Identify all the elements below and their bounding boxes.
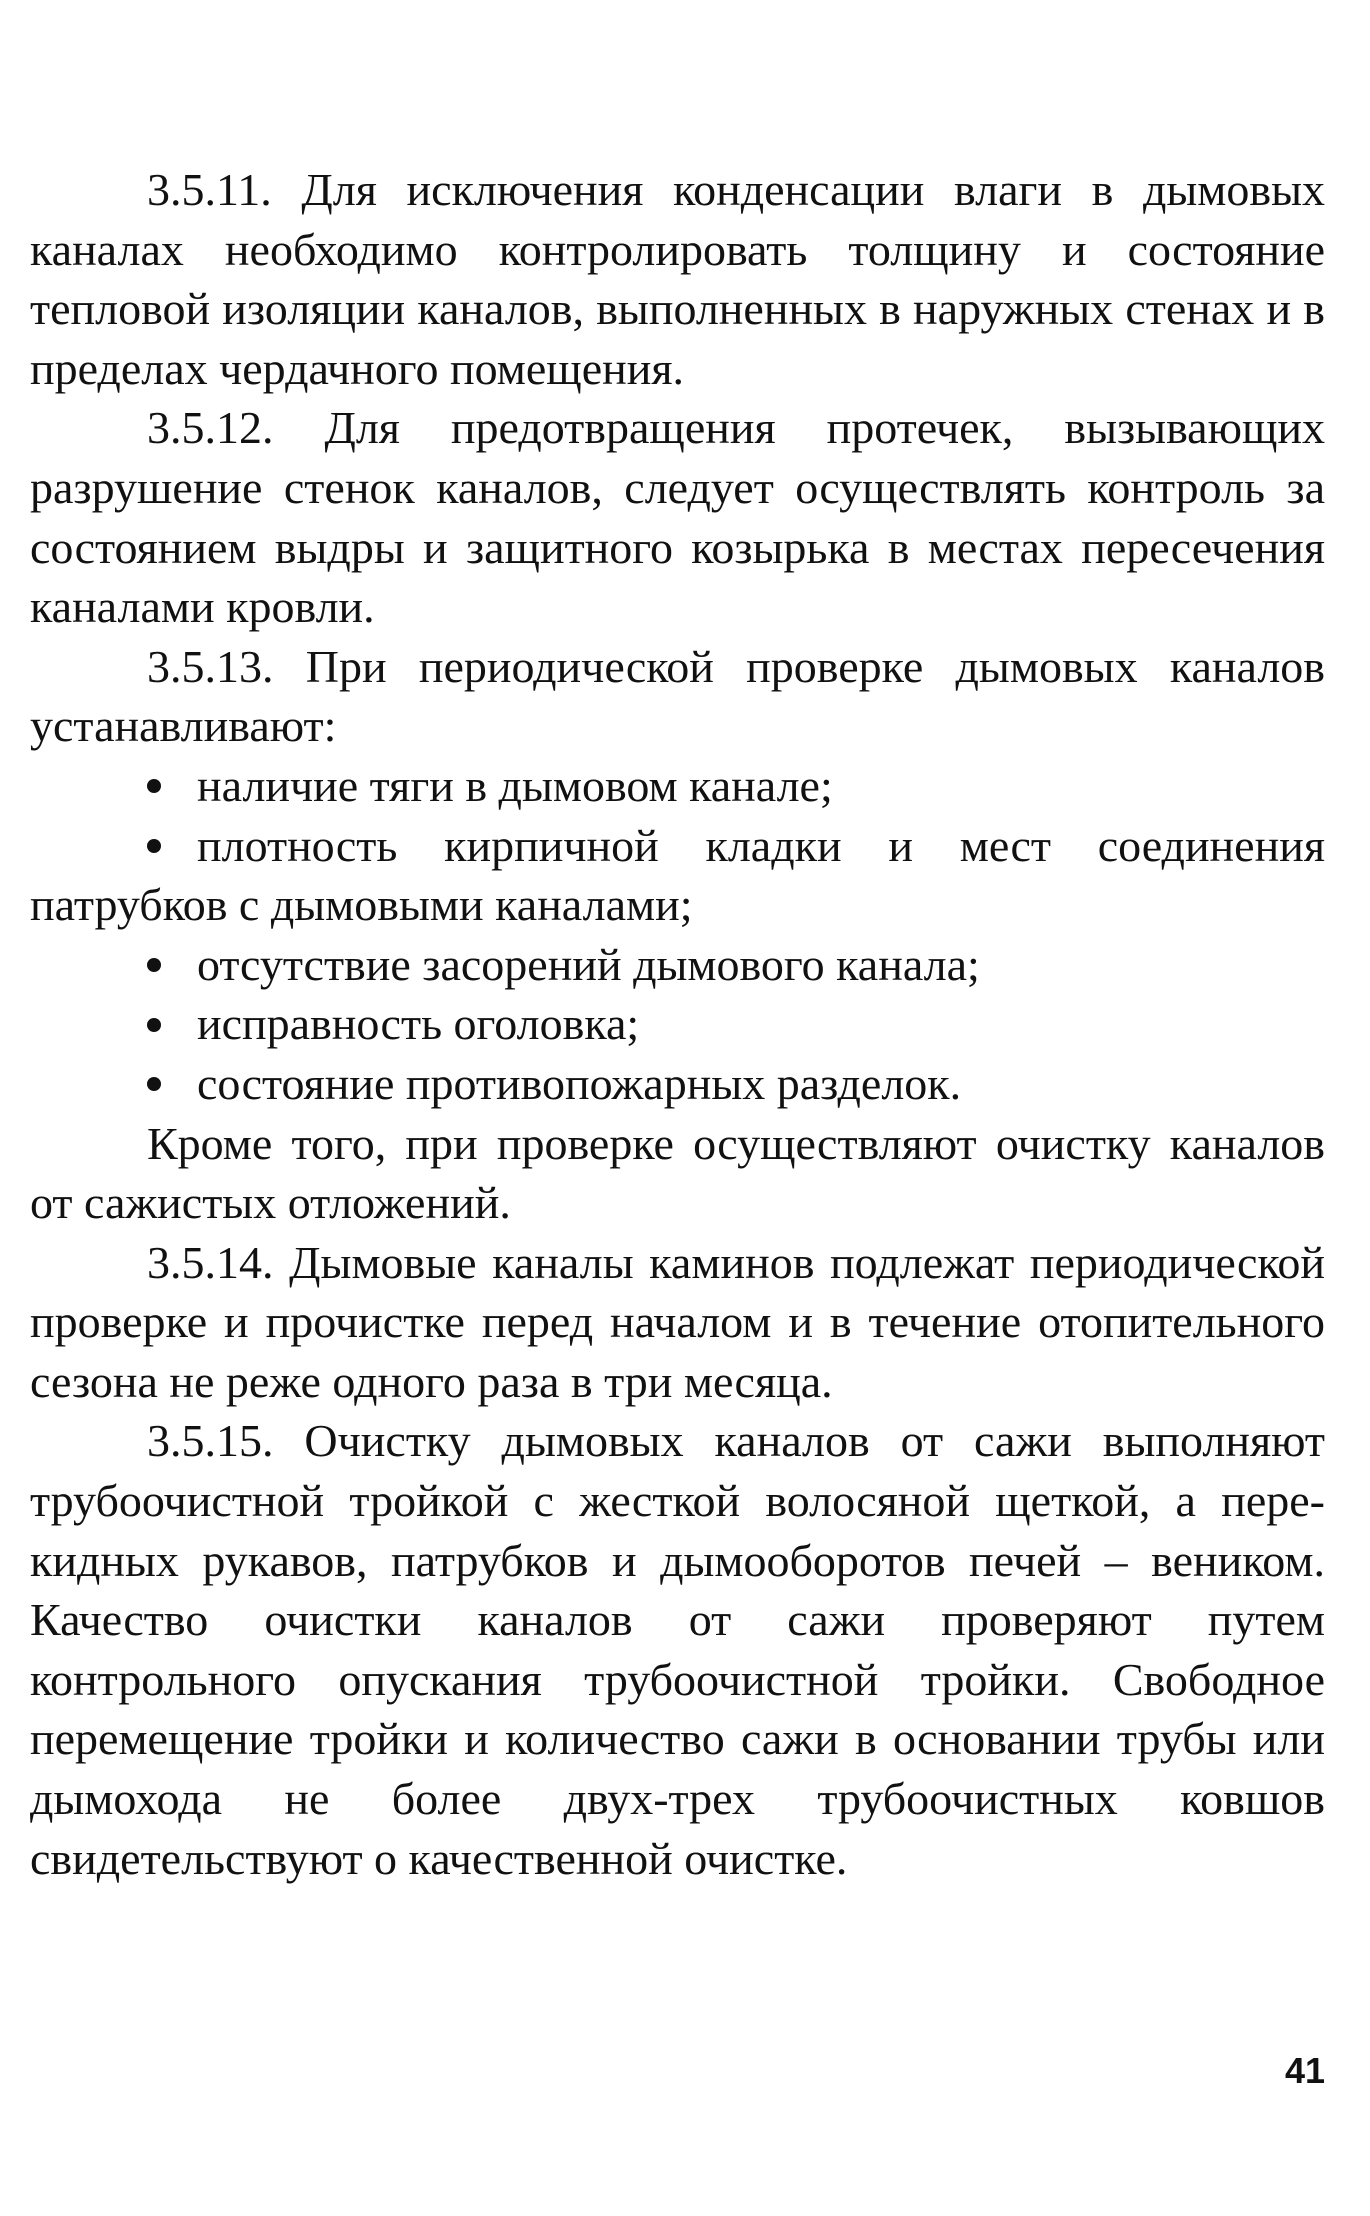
paragraph-3-5-12: 3.5.12. Для предотвращения протечек, вызывающих разрушение стенок каналов, следует осуществлять контроль за состоянием выдры и защитного козырька в местах пересечения каналами кровли.: [30, 402, 1325, 633]
list-item: [30, 1054, 1325, 1114]
list-item: [30, 994, 1325, 1054]
list-item: [30, 935, 1325, 995]
list-item-text: состояние противопожарных разделок.: [197, 1057, 962, 1109]
paragraph-3-5-14: 3.5.14. Дымовые каналы каминов подлежат периодической проверке и прочистке перед началом и в течение отопительного сезона не реже одного раза в три месяца.: [30, 1236, 1325, 1407]
paragraph-3-5-15: 3.5.15. Очистку дымовых каналов от сажи выполняют трубоочистной тройкой с жесткой волосяной щеткой, а перекидных рукавов, патрубков и дымооборотов печей – веником. Качество очистки каналов от сажи проверяют путем контрольного опускания трубоочистной тройки. Свободное перемещение тройки и количество сажи в основании трубы или дымохода не более двух-трех трубоочистных ковшов свидетельствуют о качественной очистке.: [30, 1415, 1325, 1884]
list-item-text: отсутствие засорений дымового канала;: [197, 938, 980, 990]
bullet-icon: [147, 1018, 161, 1032]
page-number: 41: [1284, 2050, 1325, 2091]
paragraph-3-5-13: 3.5.13. При периодической проверке дымовых каналов устанавливают:: [30, 640, 1325, 752]
bullet-icon: [147, 1077, 161, 1091]
bullet-icon: [147, 839, 161, 853]
paragraph-3-5-11: 3.5.11. Для исключения конденсации влаги в дымовых каналах необходимо контролировать толщину и состояние тепловой изоляции каналов, выполненных в наружных стенах и в пределах чердачного помещения.: [30, 164, 1325, 394]
list-item: [30, 816, 1325, 935]
list-item: [30, 756, 1325, 816]
inspection-checklist: [30, 756, 1325, 1114]
bullet-icon: [147, 779, 161, 793]
list-item-text: исправность оголовка;: [197, 998, 640, 1050]
page-body: [30, 160, 1325, 1888]
list-item-text: плотность кирпичной кладки и мест соединения патрубков с дымовыми каналами;: [30, 819, 1325, 931]
list-item-text: наличие тяги в дымовом канале;: [197, 759, 833, 811]
bullet-icon: [147, 958, 161, 972]
paragraph-cleaning-note: Кроме того, при проверке осуществляют очистку каналов от сажистых отложений.: [30, 1117, 1325, 1229]
